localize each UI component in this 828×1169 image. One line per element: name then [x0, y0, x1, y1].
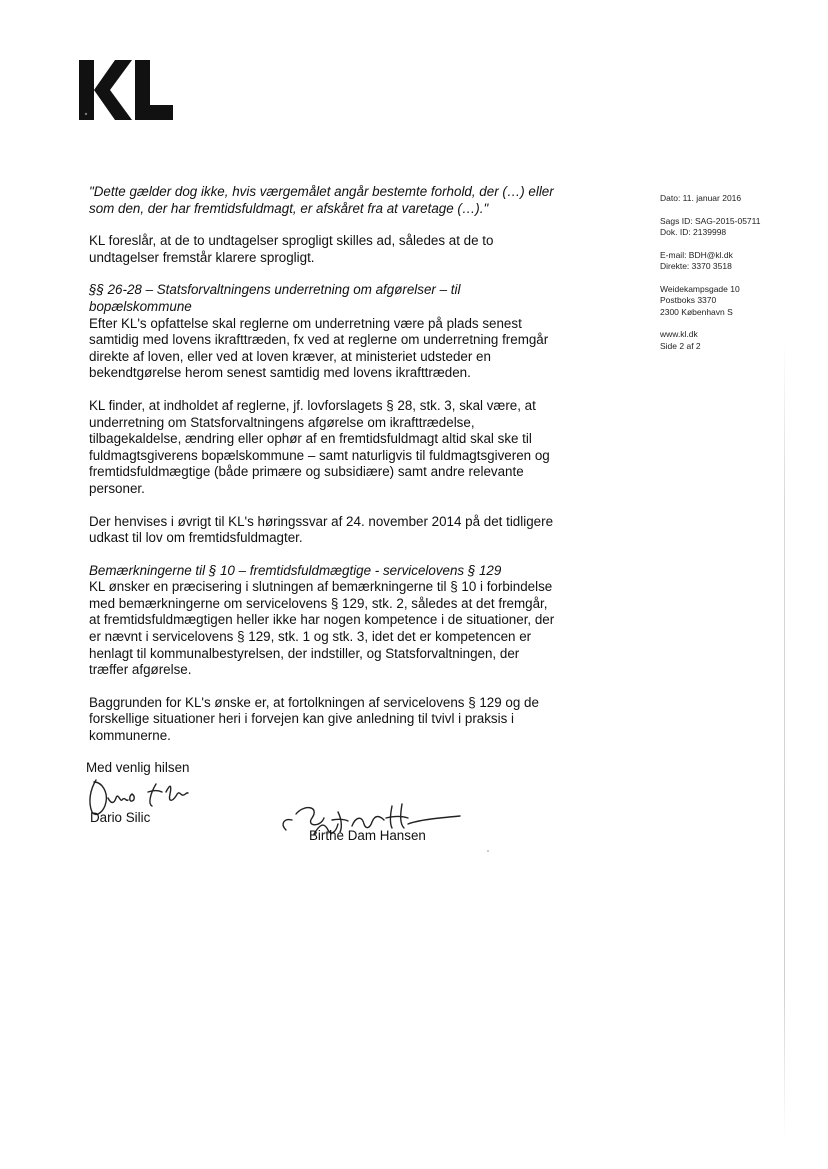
section-heading-10: Bemærkningerne til § 10 – fremtidsfuldmægtige - servicelovens § 129: [89, 562, 502, 578]
section-10: [89, 563, 559, 679]
address-line-1: Weidekampsgade 10: [660, 283, 740, 294]
section-26-28: [89, 282, 559, 382]
closing-greeting: Med venlig hilsen: [86, 760, 190, 775]
scan-speck: [487, 850, 489, 852]
kl-logo: [79, 60, 175, 125]
document-id: Dok. ID: 2139998: [660, 227, 727, 237]
website: www.kl.dk: [660, 329, 698, 339]
email: E-mail: BDH@kl.dk: [660, 249, 733, 260]
letter-body: [89, 184, 559, 761]
address-line-2: Postboks 3370: [660, 295, 717, 305]
section-heading-26-28: §§ 26-28 – Statsforvaltningens underretning om afgørelser – til bopælskommune: [89, 282, 461, 314]
direct-phone: Direkte: 3370 3518: [660, 261, 732, 271]
paragraph-clarification: KL ønsker en præcisering i slutningen af bemærkningerne til § 10 i forbindelse med bemærkningerne om servicelovens § 129, stk. 2, således at det fremgår, at fremtidsfuldmægtigen heller ikke har nogen kompetence i de situationer, der er nævnt i servicelovens § 129, stk. 1 og stk. 3, idet det er kompetencen er henlagt til kommunalbestyrelsen, der indstiller, og Statsforvaltningen, der træffer afgørelse.: [89, 579, 555, 678]
web-page-group: [660, 329, 810, 352]
address-line-3: 2300 København S: [660, 306, 733, 317]
document-metadata: [660, 193, 810, 363]
paragraph-content-rules: KL finder, at indholdet af reglerne, jf. lovforslagets § 28, stk. 3, skal være, at underretning om Statsforvaltningens afgørelse om ikrafttrædelse, tilbagekaldelse, ændring eller ophør af en fremtidsfuldmagt altid skal ske til fuldmagtsgiverens bopælskommune – samt naturligvis til fuldmagtsgiveren og fremtidsfuldmægtige (både primære og subsidiære) samt andre relevante personer.: [89, 397, 550, 496]
page-number: Side 2 af 2: [660, 340, 701, 351]
quoted-text: "Dette gælder dog ikke, hvis værgemålet angår bestemte forhold, der (…) eller som den, der har fremtidsfuldmagt, er afskåret fra at varetage (…).": [89, 184, 554, 216]
date: Dato: 11. januar 2016: [660, 193, 742, 203]
contact-group: [660, 250, 810, 273]
scan-edge-line: [784, 340, 785, 1140]
paragraph-proposal: KL foreslår, at de to undtagelser sprogligt skilles ad, således at de to undtagelser fremstår klarere sprogligt.: [89, 233, 494, 265]
paragraph-reference: Der henvises i øvrigt til KL's høringssvar af 24. november 2014 på det tidligere udkast til lov om fremtidsfuldmagter.: [89, 513, 554, 546]
address-group: [660, 284, 810, 319]
paragraph-background: Baggrunden for KL's ønske er, at fortolkningen af servicelovens § 129 og de forskellige situationer heri i forvejen kan give anledning til tvivl i praksis i kommunerne.: [89, 694, 539, 744]
signer-name-1: Dario Silic: [90, 810, 151, 825]
paragraph-notification: Efter KL's opfattelse skal reglerne om underretning være på plads senest samtidig med lovens ikrafttræden, fx ved at reglerne om underretning fremgår direkte af loven, eller ved at loven kræver, at ministeriet udsteder en bekendtgørelse herom senest samtidig med lovens ikrafttræden.: [89, 315, 549, 381]
case-id: Sags ID: SAG-2015-05711: [660, 215, 761, 226]
reference-group: [660, 216, 810, 239]
signer-name-2: Birthe Dam Hansen: [309, 828, 426, 843]
date-group: [660, 193, 810, 205]
